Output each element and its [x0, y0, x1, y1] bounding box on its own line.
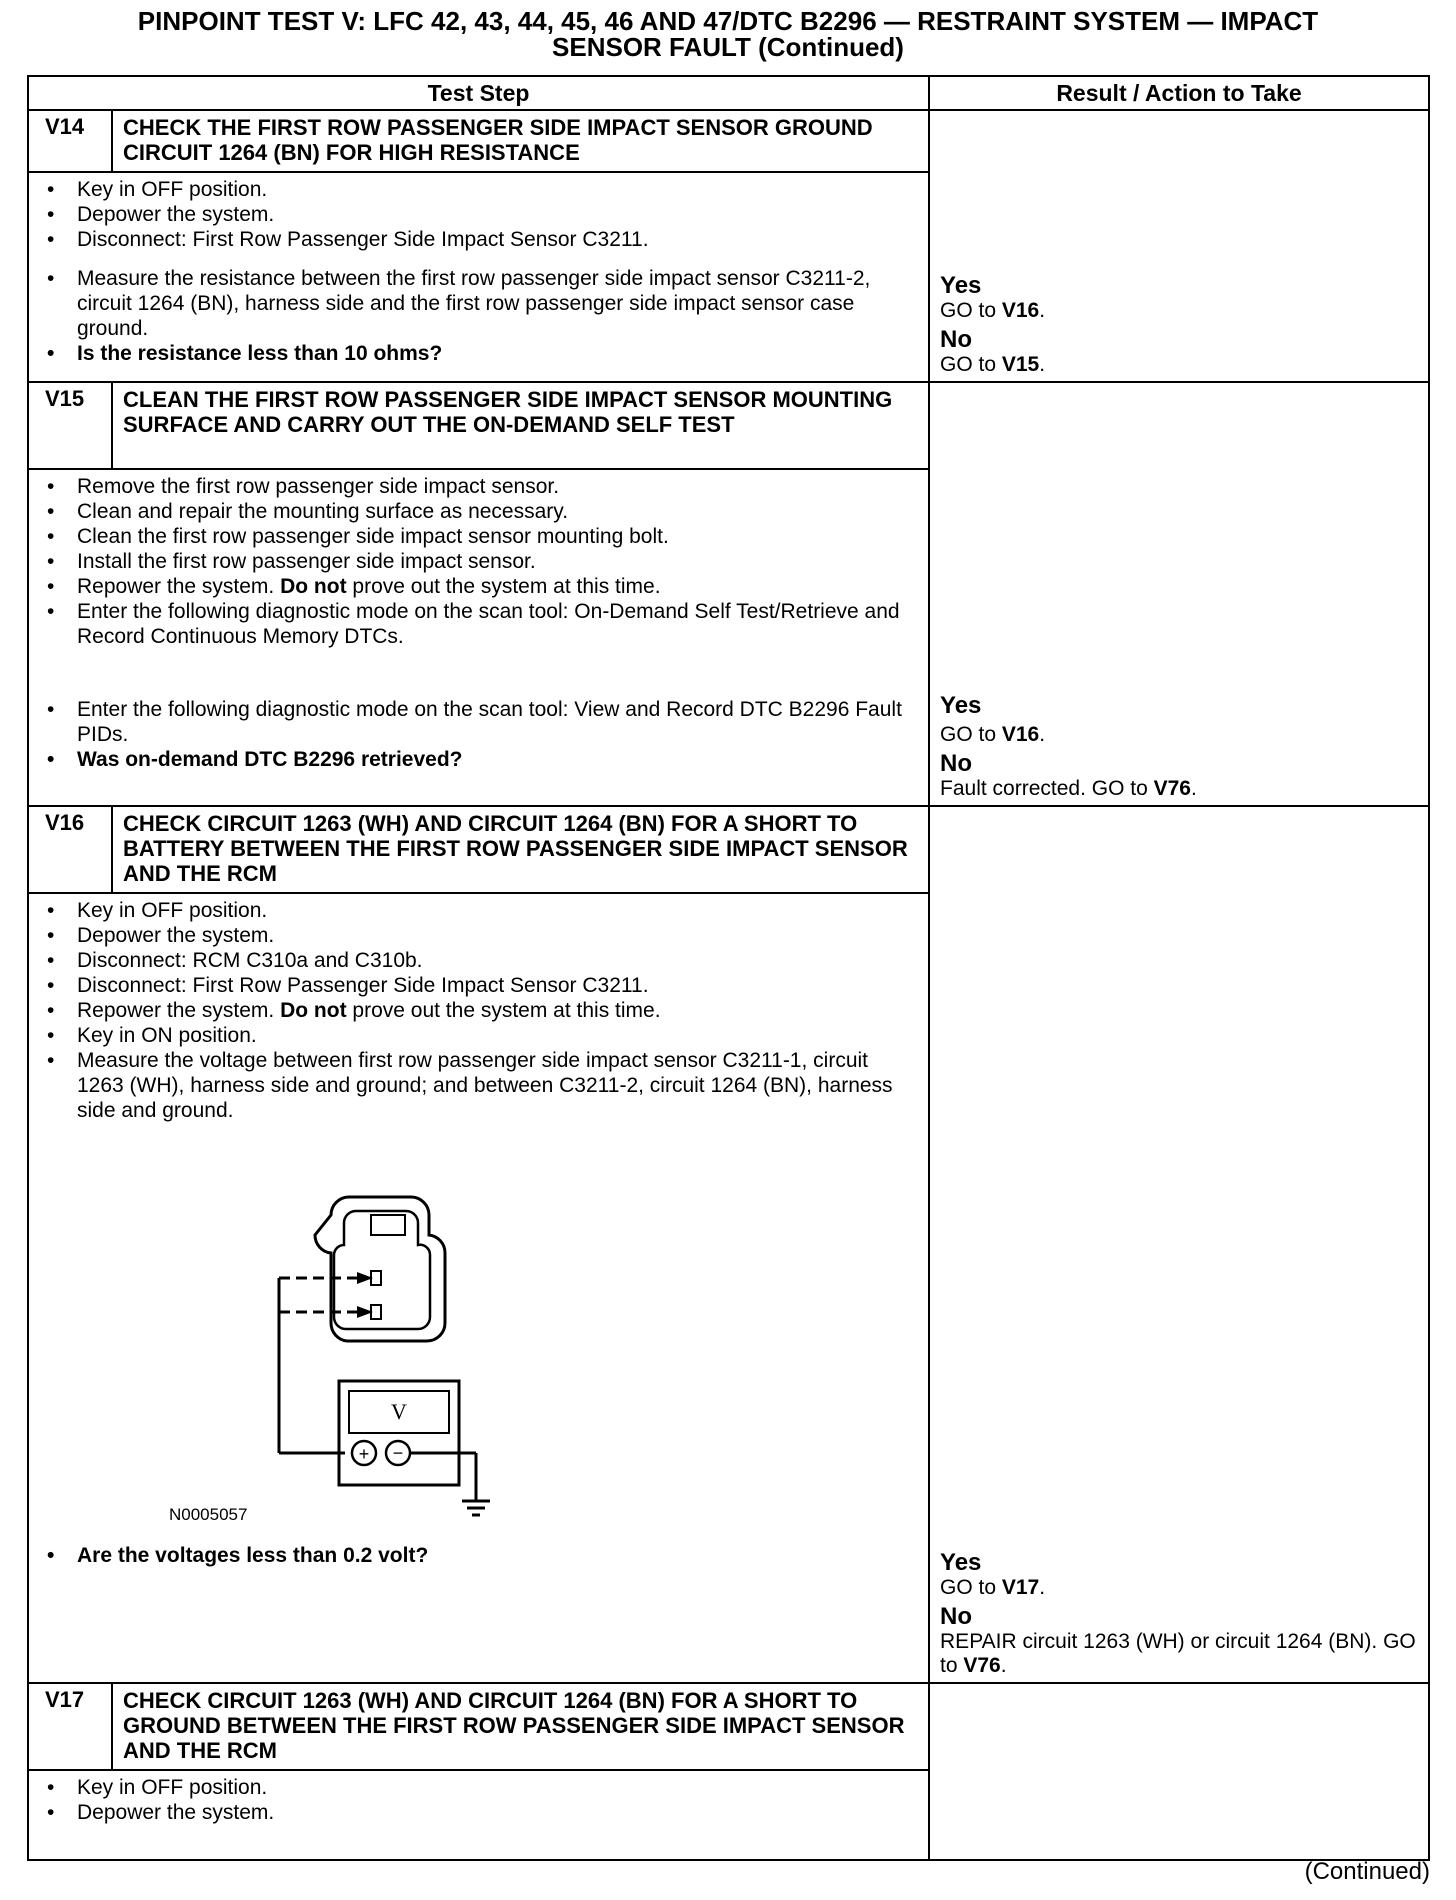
list-item: • Disconnect: RCM C310a and C310b.	[39, 948, 918, 973]
no-action-text: Fault corrected. GO to	[940, 777, 1154, 800]
no-action-text: GO to	[940, 353, 1002, 376]
yes-action	[940, 723, 1418, 747]
yes-label: Yes	[940, 692, 982, 719]
list-item-text: Repower the system.	[77, 999, 281, 1022]
step-title: CHECK CIRCUIT 1263 (WH) AND CIRCUIT 1264 (BN) FOR A SHORT TO BATTERY BETWEEN THE FIRST ROW PASSENGER SIDE IMPACT SENSOR AND THE RCM	[112, 806, 929, 893]
list-item: • Clean and repair the mounting surface as necessary.	[39, 499, 918, 524]
list-item: • Key in ON position.	[39, 1023, 918, 1048]
step-id: V16	[28, 806, 112, 893]
yes-action-end: .	[1039, 723, 1046, 746]
step-id: V17	[28, 1683, 112, 1770]
no-step-ref: V76	[1153, 777, 1191, 800]
no-action-end: .	[1190, 777, 1197, 800]
step-list	[39, 474, 918, 772]
list-item: • Key in OFF position.	[39, 177, 918, 202]
step-list	[39, 1543, 918, 1568]
yes-action-text: GO to	[940, 723, 1002, 746]
step-v17-body	[28, 1770, 929, 1860]
step-title: CHECK THE FIRST ROW PASSENGER SIDE IMPACT SENSOR GROUND CIRCUIT 1264 (BN) FOR HIGH RESISTANCE	[112, 110, 929, 172]
result-block	[940, 1550, 1418, 1678]
no-action-end: .	[1000, 1654, 1007, 1677]
list-item: • Key in OFF position.	[39, 1775, 918, 1800]
list-item: • Depower the system.	[39, 202, 918, 227]
step-id: V15	[28, 382, 112, 469]
negative-symbol: −	[392, 1443, 404, 1463]
title-line-1: PINPOINT TEST V: LFC 42, 43, 44, 45, 46 AND 47/DTC B2296 — RESTRAINT SYSTEM — IMPACT	[137, 6, 1319, 36]
list-item: • Depower the system.	[39, 1800, 918, 1825]
step-v17-title-row	[28, 1683, 1429, 1770]
step-v14-result	[929, 110, 1429, 382]
list-item: • Clean the first row passenger side impact sensor mounting bolt.	[39, 524, 918, 549]
step-v16-result	[929, 806, 1429, 1683]
list-item: • Install the first row passenger side impact sensor.	[39, 549, 918, 574]
list-item	[39, 574, 918, 599]
header-test-step: Test Step	[28, 76, 929, 110]
no-label: No	[940, 326, 973, 353]
step-v15-result	[929, 382, 1429, 806]
no-step-ref: V76	[963, 1654, 1001, 1677]
header-result: Result / Action to Take	[929, 76, 1429, 110]
positive-symbol: +	[358, 1444, 370, 1464]
yes-action	[940, 1576, 1418, 1600]
step-v17-result	[929, 1683, 1429, 1860]
step-v16-title-row	[28, 806, 1429, 893]
yes-action	[940, 299, 1418, 323]
list-item-question: • Was on-demand DTC B2296 retrieved?	[39, 747, 918, 772]
no-action	[940, 353, 1418, 377]
list-item-text-end: prove out the system at this time.	[346, 575, 661, 598]
result-block	[940, 273, 1418, 377]
no-action	[940, 1630, 1418, 1678]
list-item: • Disconnect: First Row Passenger Side Impact Sensor C3211.	[39, 227, 918, 252]
yes-label: Yes	[940, 1549, 982, 1576]
yes-action-text: GO to	[940, 299, 1002, 322]
page-title	[28, 8, 1428, 60]
step-v14-title-row	[28, 110, 1429, 172]
step-list	[39, 898, 918, 1123]
connector-key	[371, 1215, 405, 1235]
list-item-text: Repower the system.	[77, 575, 281, 598]
list-item: • Enter the following diagnostic mode on the scan tool: On-Demand Self Test/Retrieve and Record Continuous Memory DTCs.	[39, 599, 918, 649]
no-action-text: REPAIR circuit 1263 (WH) or circuit 1264 (BN). GO to	[940, 1630, 1416, 1677]
yes-step-ref: V16	[1001, 299, 1040, 322]
step-list	[39, 1775, 918, 1825]
voltmeter-symbol: V	[391, 1399, 407, 1424]
yes-step-ref: V16	[1001, 723, 1040, 746]
step-v14-body	[28, 172, 929, 382]
yes-action-text: GO to	[940, 1576, 1002, 1599]
title-line-2: SENSOR FAULT (Continued)	[552, 32, 904, 62]
no-label: No	[940, 750, 973, 777]
list-item-emphasis: Do not	[280, 999, 347, 1022]
list-item: • Measure the voltage between first row passenger side impact sensor C3211-1, circuit 1263 (WH), harness side and ground; and between C3211-2, circuit 1264 (BN), harness side and ground.	[39, 1048, 918, 1123]
list-item: • Key in OFF position.	[39, 898, 918, 923]
yes-label: Yes	[940, 272, 982, 299]
step-title: CLEAN THE FIRST ROW PASSENGER SIDE IMPACT SENSOR MOUNTING SURFACE AND CARRY OUT THE ON-DEMAND SELF TEST	[112, 382, 929, 469]
no-action	[940, 777, 1418, 801]
step-v15-title-row	[28, 382, 1429, 469]
list-item-emphasis: Do not	[280, 575, 347, 598]
yes-action-end: .	[1039, 299, 1046, 322]
list-item	[39, 998, 918, 1023]
step-list	[39, 177, 918, 366]
table-header-row	[28, 76, 1429, 110]
list-item-question: • Is the resistance less than 10 ohms?	[39, 341, 918, 366]
list-item: • Disconnect: First Row Passenger Side Impact Sensor C3211.	[39, 973, 918, 998]
yes-step-ref: V17	[1001, 1576, 1040, 1599]
continued-note: (Continued)	[1304, 1858, 1430, 1885]
step-v16-body	[28, 893, 929, 1683]
pinpoint-test-table	[27, 75, 1430, 1861]
voltmeter-connector-diagram	[39, 1123, 659, 1528]
yes-action-end: .	[1039, 1576, 1046, 1599]
figure-id: N0005057	[169, 1505, 248, 1524]
list-item-text-end: prove out the system at this time.	[346, 999, 661, 1022]
result-block	[940, 693, 1418, 801]
list-item: • Remove the first row passenger side impact sensor.	[39, 474, 918, 499]
step-id: V14	[28, 110, 112, 172]
no-label: No	[940, 1603, 973, 1630]
list-item: • Measure the resistance between the first row passenger side impact sensor C3211-2, circuit 1264 (BN), harness side and the first row passenger side impact sensor case ground.	[39, 266, 918, 341]
list-item-question: • Are the voltages less than 0.2 volt?	[39, 1543, 918, 1568]
list-item: • Enter the following diagnostic mode on the scan tool: View and Record DTC B2296 Fault PIDs.	[39, 697, 918, 747]
list-item: • Depower the system.	[39, 923, 918, 948]
step-title: CHECK CIRCUIT 1263 (WH) AND CIRCUIT 1264 (BN) FOR A SHORT TO GROUND BETWEEN THE FIRST ROW PASSENGER SIDE IMPACT SENSOR AND THE RCM	[112, 1683, 929, 1770]
no-action-end: .	[1039, 353, 1046, 376]
no-step-ref: V15	[1001, 353, 1040, 376]
step-v15-body	[28, 469, 929, 806]
